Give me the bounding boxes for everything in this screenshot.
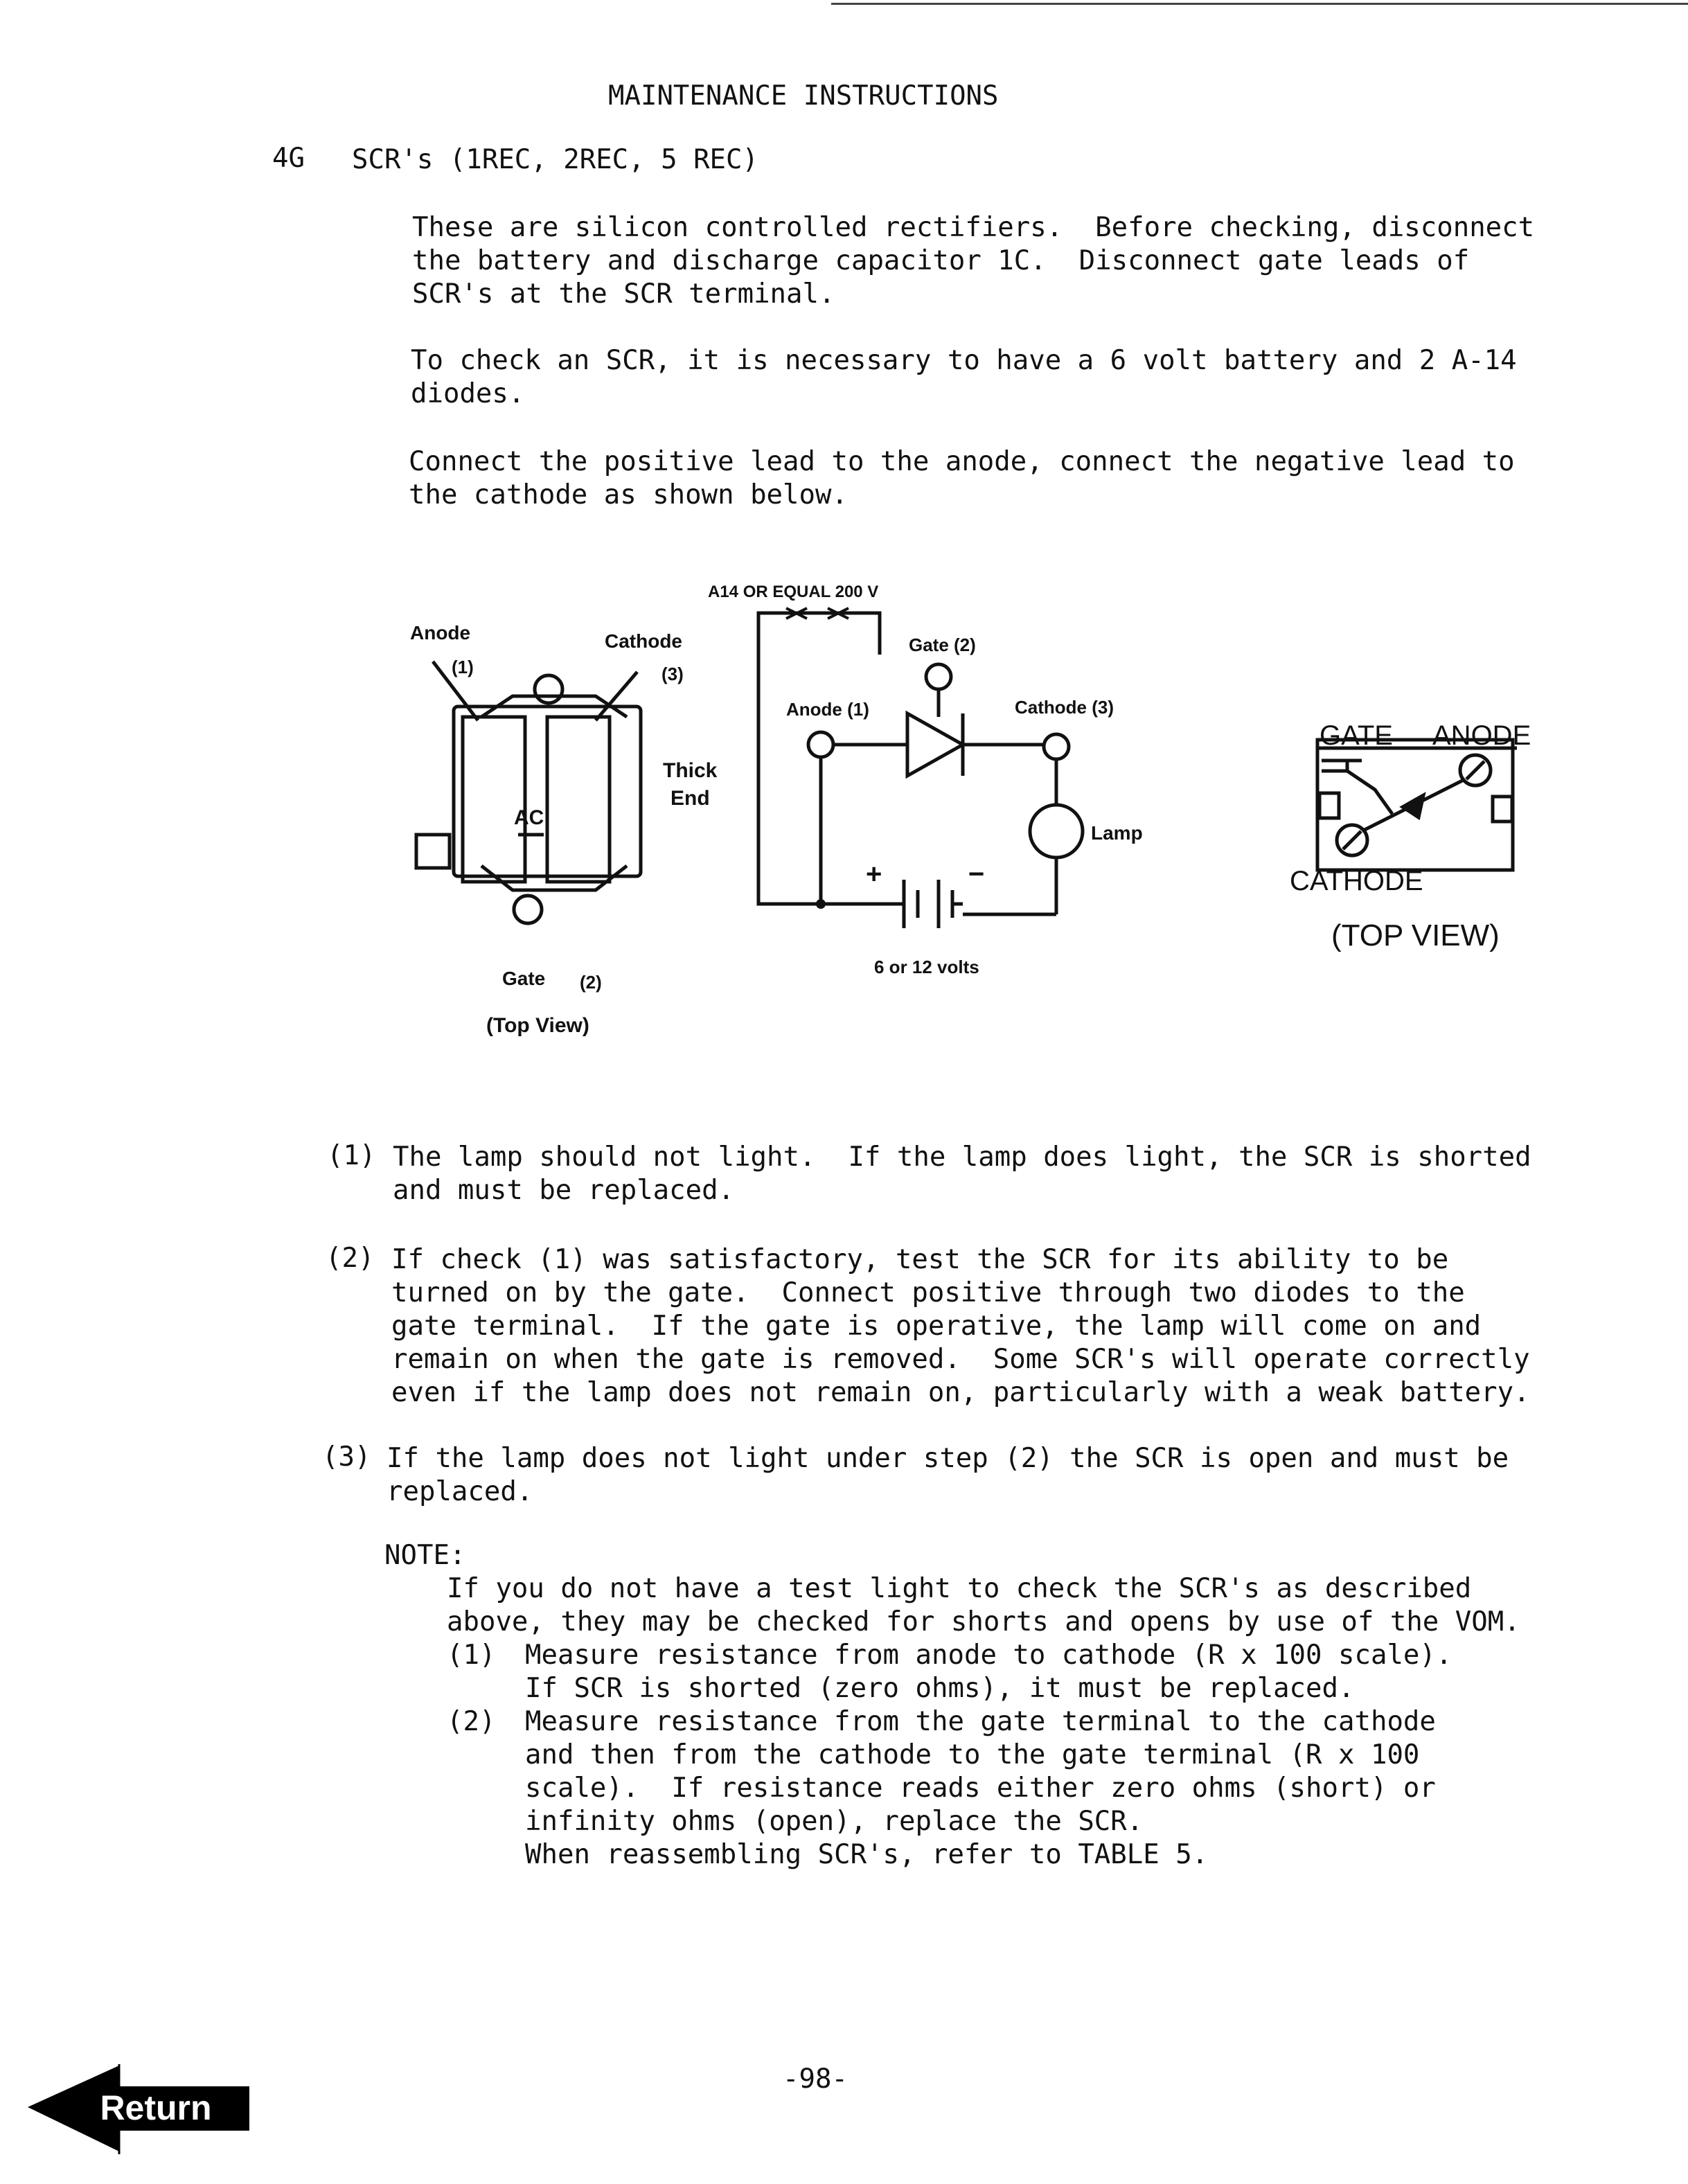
anode-terminal-icon: [808, 732, 833, 757]
left-gate-number: (2): [580, 972, 602, 993]
text-line: Connect the positive lead to the anode, connect the negative lead to: [409, 446, 1515, 477]
text-line: To check an SCR, it is necessary to have a 6 volt battery and 2 A-14: [411, 345, 1517, 376]
step-2-text: [391, 1243, 1530, 1410]
note-item-2-text: [525, 1705, 1436, 1872]
left-cathode-label: Cathode: [605, 630, 682, 652]
note-item-2-number: (2): [447, 1706, 496, 1737]
diode-spec-label: A14 OR EQUAL 200 V: [708, 583, 879, 601]
left-anode-number: (1): [452, 657, 474, 677]
left-anode-label: Anode: [410, 622, 471, 643]
text-line: If you do not have a test light to check the SCR's as described: [447, 1573, 1472, 1604]
thick-label: Thick: [663, 759, 718, 782]
text-line: above, they may be checked for shorts and opens by use of the VOM.: [447, 1606, 1520, 1637]
cathode-terminal-icon: [1044, 734, 1069, 759]
text-line: the cathode as shown below.: [409, 479, 848, 511]
cathode-terminal-icon: [535, 675, 562, 703]
minus-sign: −: [968, 859, 985, 889]
gate-terminal-icon: [514, 896, 542, 923]
step-1-number: (1): [327, 1140, 376, 1171]
anode-tab-icon: [416, 835, 450, 868]
scr-top-view-diagram: [1317, 740, 1517, 870]
text-line: Measure resistance from the gate terminal to the cathode: [525, 1706, 1436, 1737]
center-cathode-label: Cathode (3): [1015, 697, 1114, 718]
return-arrow-icon: [28, 2066, 249, 2151]
text-line: the battery and discharge capacitor 1C. Disconnect gate leads of: [412, 245, 1470, 276]
gate-terminal-icon: [926, 664, 951, 689]
page-number: -98-: [783, 2063, 848, 2095]
note-intro: [447, 1572, 1520, 1639]
center-gate-label: Gate (2): [909, 634, 976, 655]
ac-label: AC: [514, 806, 544, 829]
end-label: End: [670, 787, 710, 810]
text-line: turned on by the gate. Connect positive through two diodes to the: [391, 1277, 1465, 1308]
left-top-view-label: (Top View): [486, 1014, 589, 1037]
return-label: Return: [100, 2088, 212, 2127]
return-button[interactable]: [28, 2064, 256, 2175]
diode-arrow-icon: [1403, 795, 1423, 817]
test-circuit-diagram: [758, 608, 1083, 928]
step-2-number: (2): [326, 1243, 375, 1274]
note-item-1-text: [525, 1639, 1452, 1705]
text-line: gate terminal. If the gate is operative, the lamp will come on and: [391, 1311, 1482, 1342]
battery-voltage-label: 6 or 12 volts: [874, 957, 979, 977]
step-1-text: [393, 1141, 1531, 1207]
note-heading: NOTE:: [384, 1540, 466, 1571]
left-cathode-number: (3): [661, 664, 684, 684]
center-anode-label: Anode (1): [786, 699, 869, 720]
section-title: SCR's (1REC, 2REC, 5 REC): [352, 144, 758, 175]
text-line: scale). If resistance reads either zero ohms (short) or: [525, 1773, 1436, 1804]
step-3-number: (3): [322, 1441, 371, 1473]
step-3-text: [387, 1442, 1509, 1509]
left-gate-label: Gate: [502, 968, 546, 989]
text-line: The lamp should not light. If the lamp does light, the SCR is shorted: [393, 1142, 1531, 1173]
text-line: These are silicon controlled rectifiers. Before checking, disconnect: [412, 212, 1535, 243]
text-line: Measure resistance from anode to cathode (R x 100 scale).: [525, 1640, 1452, 1671]
text-line: remain on when the gate is removed. Some SCR's will operate correctly: [391, 1344, 1530, 1375]
note-item-1-number: (1): [447, 1640, 496, 1671]
diode-icon: [907, 713, 963, 776]
text-line: infinity ohms (open), replace the SCR.: [525, 1806, 1144, 1837]
text-line: and then from the cathode to the gate terminal (R x 100: [525, 1739, 1420, 1770]
right-top-view-label: (TOP VIEW): [1331, 918, 1500, 952]
lamp-label: Lamp: [1091, 822, 1143, 844]
lamp-icon: [1030, 805, 1083, 858]
right-cathode-label: CATHODE: [1290, 866, 1423, 896]
text-line: SCR's at the SCR terminal.: [412, 278, 835, 310]
text-line: When reassembling SCR's, refer to TABLE 5.: [525, 1839, 1209, 1870]
right-gate-label: GATE: [1320, 720, 1393, 751]
scr-package-diagram: [416, 662, 641, 923]
plus-sign: +: [866, 859, 882, 889]
text-line: If SCR is shorted (zero ohms), it must be replaced.: [525, 1673, 1355, 1704]
page-title: MAINTENANCE INSTRUCTIONS: [608, 80, 999, 112]
text-line: and must be replaced.: [393, 1175, 735, 1206]
text-line: If the lamp does not light under step (2) the SCR is open and must be: [387, 1443, 1509, 1474]
text-line: even if the lamp does not remain on, particularly with a weak battery.: [391, 1377, 1530, 1408]
right-anode-label: ANODE: [1432, 720, 1531, 751]
section-number: 4G: [272, 143, 305, 174]
text-line: If check (1) was satisfactory, test the SCR for its ability to be: [391, 1244, 1449, 1275]
text-line: diodes.: [411, 378, 525, 409]
text-line: replaced.: [387, 1476, 533, 1507]
